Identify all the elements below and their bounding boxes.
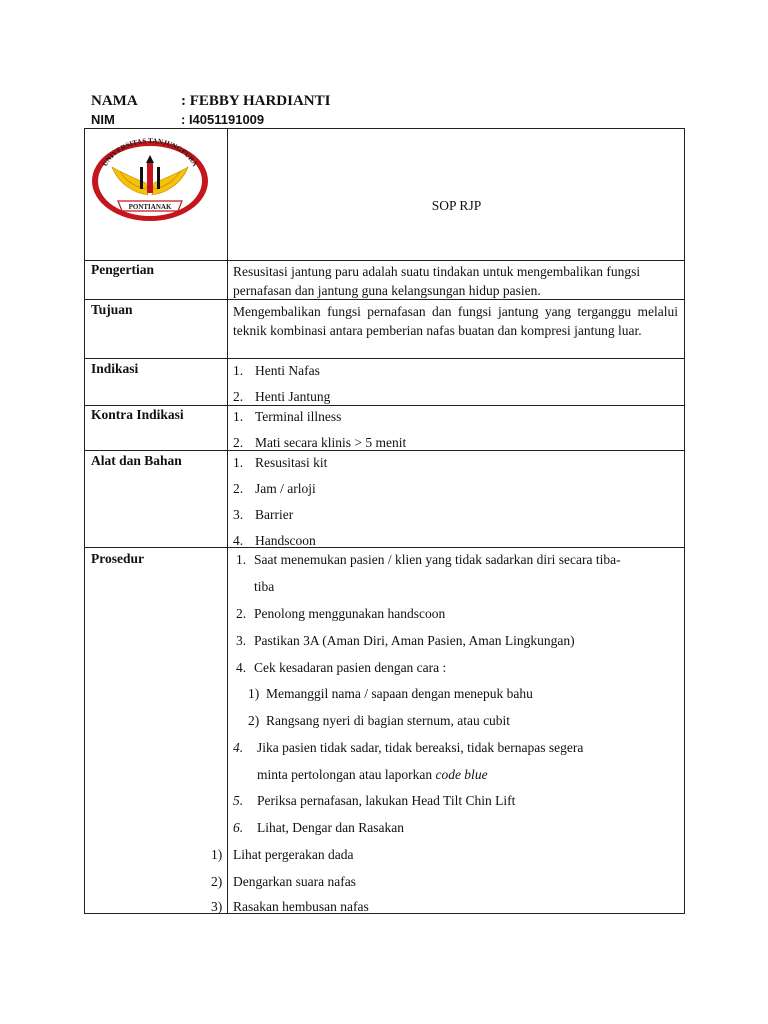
pengertian-label: Pengertian	[91, 262, 154, 277]
list-item: 2. Jam / arloji	[233, 481, 316, 496]
sub-list-item: 2) Rangsang nyeri di bagian sternum, atau cubit	[248, 713, 511, 728]
kontra-indikasi-label: Kontra Indikasi	[91, 407, 184, 422]
name-value: : FEBBY HARDIANTI	[181, 93, 331, 109]
university-logo	[88, 133, 212, 223]
logo-ribbon-text: PONTIANAK	[128, 203, 172, 211]
student-id-line	[91, 112, 264, 127]
list-item: 3. Pastikan 3A (Aman Diri, Aman Pasien, Aman Lingkungan)	[236, 633, 575, 648]
list-item: 4. Cek kesadaran pasien dengan cara :	[236, 660, 447, 675]
nim-value: : I4051191009	[181, 112, 265, 127]
list-item: 1. Terminal illness	[233, 409, 342, 424]
indikasi-label: Indikasi	[91, 361, 139, 376]
sub-list-item: 3) Rasakan hembusan nafas	[211, 899, 369, 914]
name-label: NAMA	[91, 93, 138, 109]
tujuan-text: Mengembalikan fungsi pernafasan dan fungsi jantung yang terganggu melalui teknik kombinasi antara pemberian nafas buatan dan kompresi jantung luar.	[233, 304, 678, 338]
list-item: 2. Henti Jantung	[233, 389, 331, 404]
list-item-continuation: minta pertolongan atau laporkan code blue	[257, 767, 488, 782]
row-divider	[84, 405, 685, 406]
list-item: 1. Saat menemukan pasien / klien yang tidak sadarkan diri secara tiba-	[236, 552, 621, 567]
list-item: 2. Mati secara klinis > 5 menit	[233, 435, 407, 450]
sub-list-item: 1) Memanggil nama / sapaan dengan menepuk bahu	[248, 686, 533, 701]
list-item: 1. Resusitasi kit	[233, 455, 328, 470]
center-torch-icon	[147, 163, 153, 193]
logo-arc-text: UNIVERSITAS TANJUNGPURA	[100, 136, 200, 168]
prosedur-label: Prosedur	[91, 551, 144, 566]
list-item: 1. Henti Nafas	[233, 363, 320, 378]
code-blue-emphasis: code blue	[435, 767, 488, 782]
sub-list-item: 2) Dengarkan suara nafas	[211, 874, 356, 889]
list-item: 4. Handscoon	[233, 533, 316, 548]
nim-label: NIM	[91, 112, 115, 127]
row-divider	[84, 358, 685, 359]
row-divider	[84, 547, 685, 548]
column-divider	[227, 128, 228, 914]
alat-bahan-label: Alat dan Bahan	[91, 453, 182, 468]
list-item: 6. Lihat, Dengar dan Rasakan	[233, 820, 404, 835]
list-item: 4. Jika pasien tidak sadar, tidak bereaksi, tidak bernapas segera	[233, 740, 584, 755]
tujuan-label: Tujuan	[91, 302, 133, 317]
list-item: 5. Periksa pernafasan, lakukan Head Tilt Chin Lift	[233, 793, 516, 808]
sub-list-item: 1) Lihat pergerakan dada	[211, 847, 354, 862]
student-name-line	[91, 93, 330, 110]
pengertian-text: Resusitasi jantung paru adalah suatu tindakan untuk mengembalikan fungsi pernafasan dan jantung guna kelangsungan hidup pasien.	[233, 264, 641, 298]
document-title: SOP RJP	[431, 198, 482, 213]
list-item: 2. Penolong menggunakan handscoon	[236, 606, 446, 621]
list-item-continuation: tiba	[254, 579, 275, 594]
list-item: 3. Barrier	[233, 507, 294, 522]
row-divider	[84, 260, 685, 261]
